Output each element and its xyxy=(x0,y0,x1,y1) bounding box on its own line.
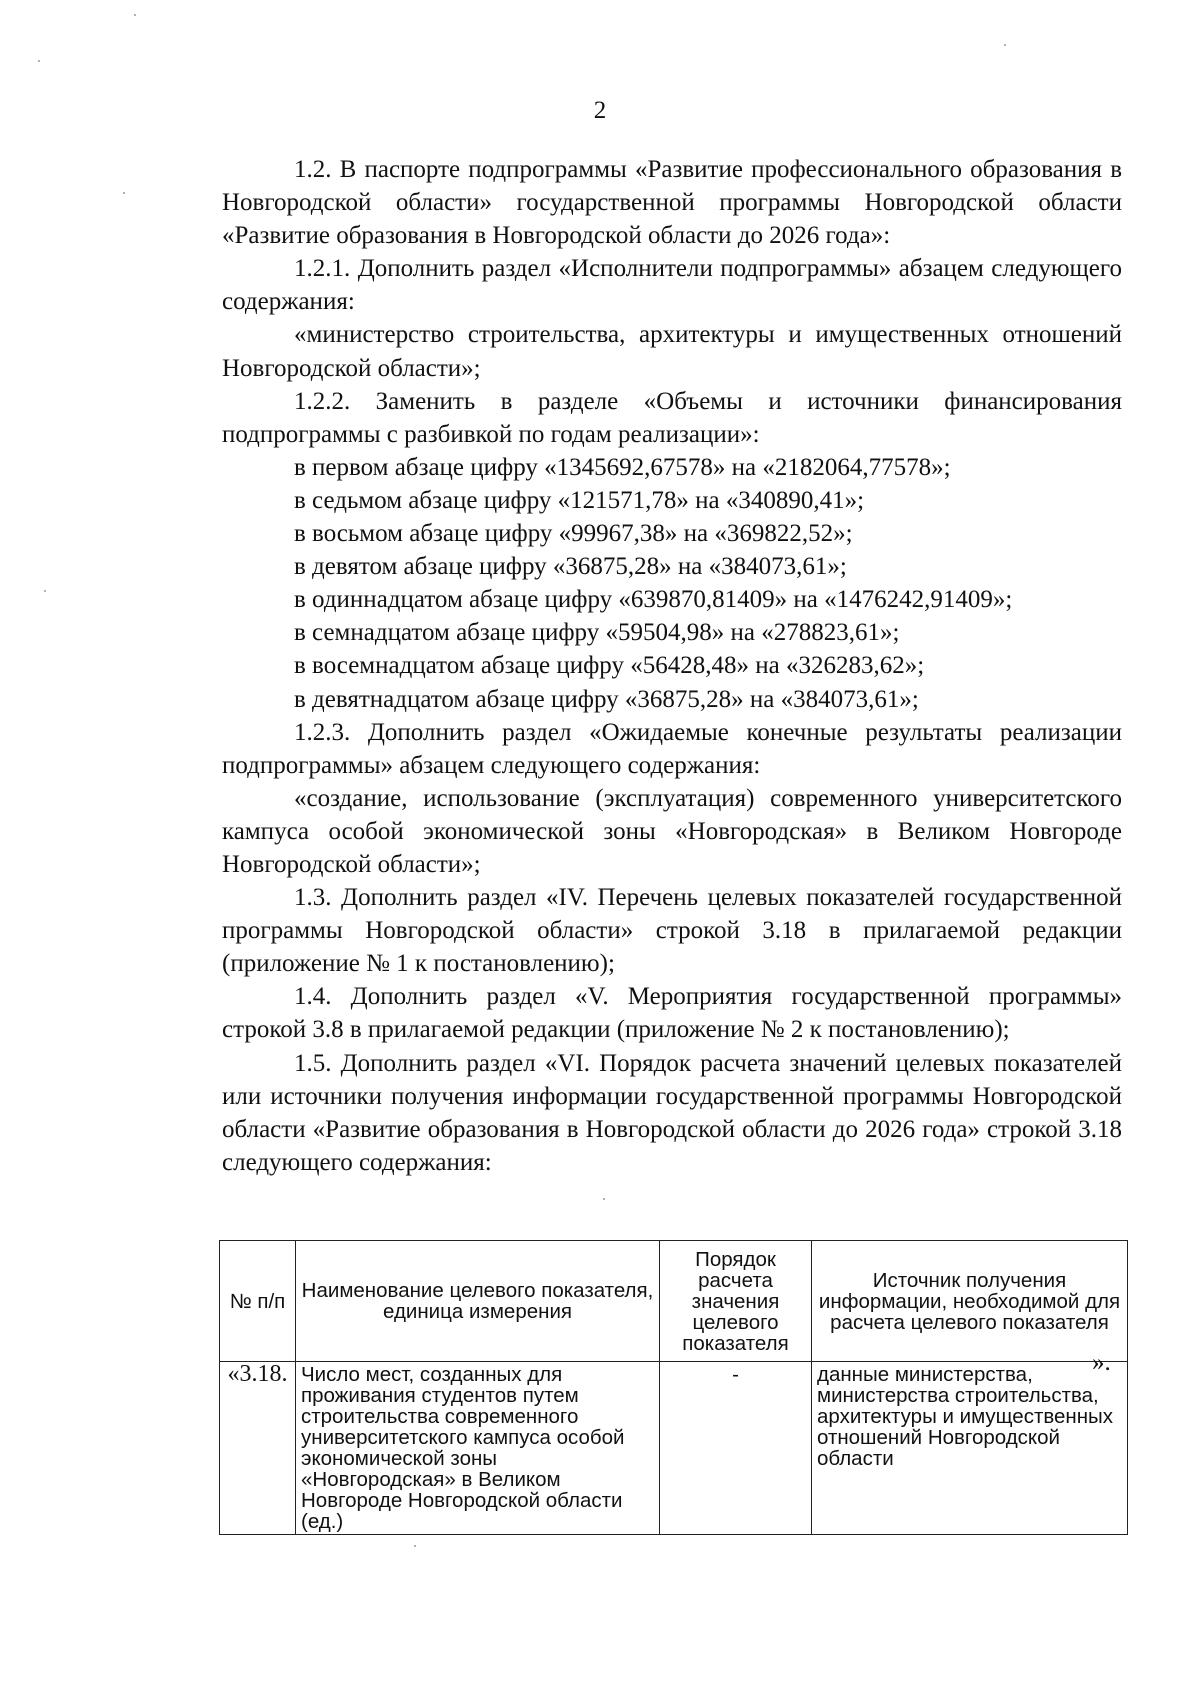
closing-quote: ». xyxy=(1092,1349,1111,1376)
indicator-table xyxy=(219,1240,1128,1535)
header-information-source: Источник получения информации, необходимой для расчета целевого показателя xyxy=(812,1241,1128,1362)
cell-number: «3.18. xyxy=(220,1362,296,1535)
paragraph-amendment-results: «создание, использование (эксплуатация) современного университетского кампуса особой экономической зоны «Новгородская» в Великом Новгороде Новгородской области»; xyxy=(222,784,1122,878)
paragraph-amendment-executor: «министерство строительства, архитектуры и имущественных отношений Новгородской области»; xyxy=(222,321,1122,382)
paragraph-1-5: 1.5. Дополнить раздел «VI. Порядок расчета значений целевых показателей или источники получения информации государственной программы Новгородской области «Развитие образования в Новгородской области до 2026 года» строкой 3.18 следующего содержания: xyxy=(222,1049,1122,1176)
replacement-item: в девятнадцатом абзаце цифру «36875,28» на «384073,61»; xyxy=(294,685,919,713)
header-calculation-method: Порядок расчета значения целевого показателя xyxy=(660,1241,812,1362)
replacement-item: в одиннадцатом абзаце цифру «639870,81409» на «1476242,91409»; xyxy=(294,586,1013,614)
cell-calculation-method: - xyxy=(660,1362,812,1535)
replacement-item: в седьмом абзаце цифру «121571,78» на «340890,41»; xyxy=(294,486,865,514)
paragraph-1-2: 1.2. В паспорте подпрограммы «Развитие профессионального образования в Новгородской области» государственной программы Новгородской области «Развитие образования в Новгородской области до 2026 года»: xyxy=(222,156,1122,250)
table-header-row xyxy=(220,1241,1128,1362)
paragraph-1-2-2: 1.2.2. Заменить в разделе «Объемы и источники финансирования подпрограммы с разбивкой по годам реализации»: xyxy=(222,387,1122,448)
document-body xyxy=(222,153,1122,1179)
header-number: № п/п xyxy=(220,1241,296,1362)
paragraph-1-2-3: 1.2.3. Дополнить раздел «Ожидаемые конечные результаты реализации подпрограммы» абзацем следующего содержания: xyxy=(222,718,1122,779)
page-number: 2 xyxy=(593,97,607,124)
paragraph-1-4: 1.4. Дополнить раздел «V. Мероприятия государственной программы» строкой 3.8 в прилагаемой редакции (приложение № 2 к постановлению); xyxy=(222,983,1122,1044)
header-indicator-name: Наименование целевого показателя, единица измерения xyxy=(296,1241,660,1362)
cell-indicator-name: Число мест, созданных для проживания студентов путем строительства современного университетского кампуса особой экономической зоны «Новгородская» в Великом Новгороде Новгородской области (ед.) xyxy=(296,1362,660,1535)
replacement-list xyxy=(222,451,1122,716)
replacement-item: в семнадцатом абзаце цифру «59504,98» на «278823,61»; xyxy=(294,619,900,647)
scan-speck xyxy=(134,14,136,16)
scan-speck xyxy=(414,1545,416,1547)
cell-information-source: данные министерства, министерства строительства, архитектуры и имущественных отношений Новгородской области xyxy=(812,1362,1128,1535)
scan-speck xyxy=(38,60,40,62)
replacement-item: в девятом абзаце цифру «36875,28» на «384073,61»; xyxy=(294,553,847,581)
replacement-item: в восьмом абзаце цифру «99967,38» на «369822,52»; xyxy=(294,520,853,548)
table-row xyxy=(220,1362,1128,1535)
replacement-item: в восемнадцатом абзаце цифру «56428,48» на «326283,62»; xyxy=(294,652,925,680)
paragraph-1-2-1: 1.2.1. Дополнить раздел «Исполнители подпрограммы» абзацем следующего содержания: xyxy=(222,255,1122,316)
paragraph-1-3: 1.3. Дополнить раздел «IV. Перечень целевых показателей государственной программы Новгородской области» строкой 3.18 в прилагаемой редакции (приложение № 1 к постановлению); xyxy=(222,884,1122,978)
scan-speck xyxy=(1004,44,1006,46)
scan-speck xyxy=(44,590,46,592)
replacement-item: в первом абзаце цифру «1345692,67578» на «2182064,77578»; xyxy=(294,453,951,481)
scan-speck xyxy=(123,192,125,194)
scan-speck xyxy=(603,1198,605,1200)
